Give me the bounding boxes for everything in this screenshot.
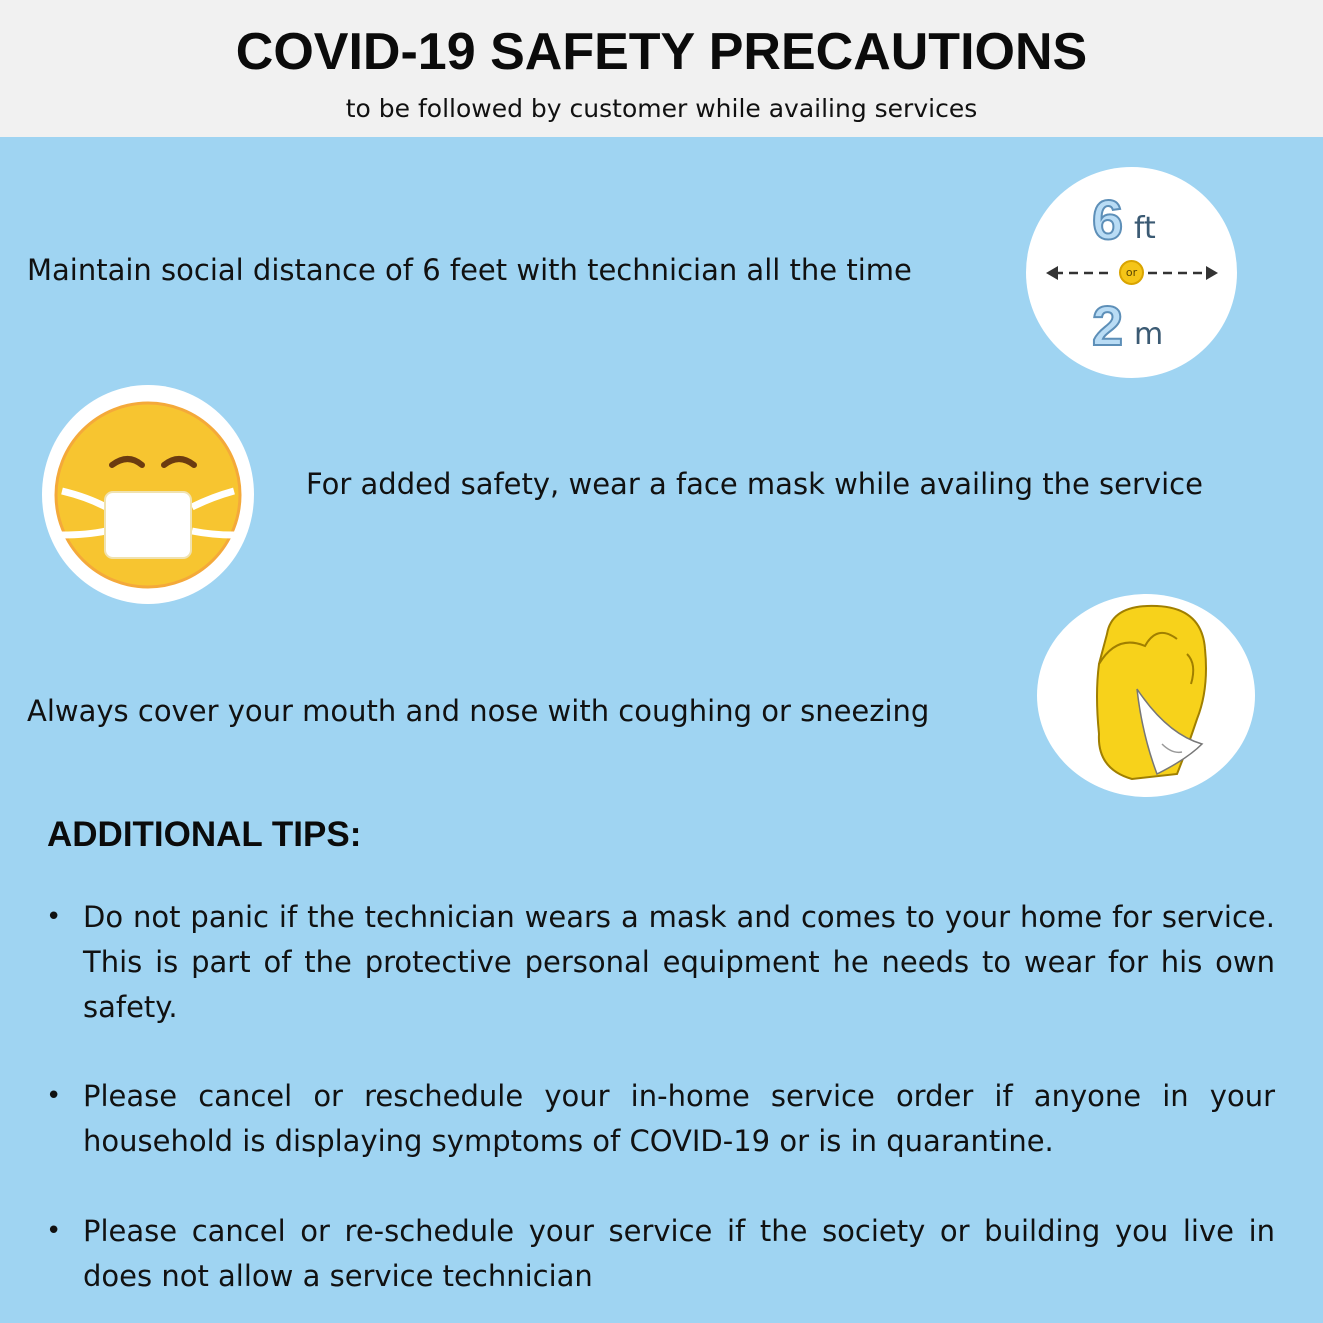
precaution-cover-cough: Always cover your mouth and nose with coughing or sneezing	[27, 694, 930, 728]
page-title: COVID-19 SAFETY PRECAUTIONS	[235, 23, 1088, 81]
distance-meter-unit: m	[1134, 317, 1164, 352]
distance-or-badge: or	[1119, 260, 1144, 285]
additional-tips-heading: ADDITIONAL TIPS:	[47, 815, 362, 854]
tip-item: Please cancel or re-schedule your service if the society or building you live in does not allow a service technician	[83, 1214, 1275, 1293]
bullet-icon: •	[46, 1081, 62, 1111]
page-subtitle: to be followed by customer while availing services	[345, 94, 978, 123]
precaution-social-distance: Maintain social distance of 6 feet with technician all the time	[27, 253, 912, 287]
distance-feet-unit: ft	[1134, 211, 1156, 246]
precaution-face-mask: For added safety, wear a face mask while availing the service	[306, 467, 1203, 501]
face-mask-emoji-icon	[42, 385, 254, 604]
bullet-icon: •	[46, 1216, 62, 1246]
bullet-icon: •	[46, 902, 62, 932]
tip-item: Please cancel or reschedule your in-home service order if anyone in your household is displaying symptoms of COVID-19 or is in quarantine.	[83, 1079, 1275, 1158]
distance-feet-value: 6	[1092, 188, 1124, 251]
header	[0, 0, 1323, 137]
tip-item: Do not panic if the technician wears a mask and comes to your home for service. This is part of the protective personal equipment he needs to wear for his own safety.	[83, 900, 1275, 1024]
cough-tissue-icon	[1037, 594, 1255, 797]
social-distance-icon	[1026, 167, 1237, 378]
distance-meter-value: 2	[1092, 294, 1124, 357]
